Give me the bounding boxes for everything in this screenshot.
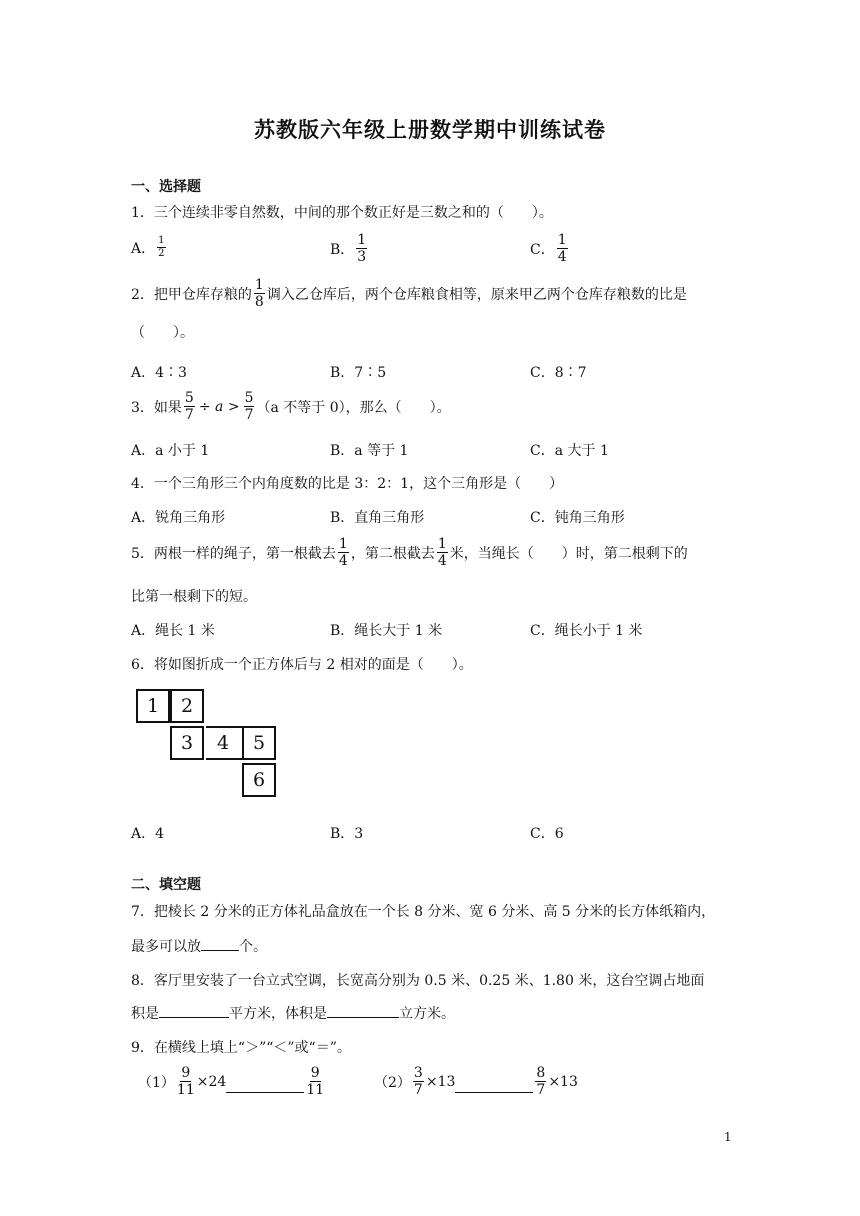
question-4-text: 4．一个三角形三个内角度数的比是 3：2：1，这个三角形是（ ） — [131, 476, 564, 492]
question-2-option-c[interactable]: C．8∶7 — [530, 365, 587, 381]
question-9-text: 9．在横线上填上“＞”“＜”或“＝”。 — [131, 1040, 351, 1056]
denominator: 11 — [176, 1082, 195, 1098]
question-4-option-b[interactable]: B．直角三角形 — [330, 510, 425, 526]
operator: ×13 — [548, 1073, 578, 1090]
denominator: 7 — [244, 407, 254, 423]
question-6-option-c[interactable]: C．6 — [530, 826, 564, 842]
cube-net-figure — [131, 689, 281, 799]
denominator: 8 — [254, 294, 264, 310]
fraction — [535, 1066, 546, 1097]
question-1-option-c[interactable] — [530, 233, 570, 264]
question-text: 积是 — [131, 1006, 159, 1022]
question-text: 平方米，体积是 — [229, 1006, 327, 1022]
denominator: 11 — [306, 1082, 325, 1098]
fraction — [338, 537, 349, 568]
question-2-line2: （ ）。 — [131, 325, 194, 341]
question-text: 调入乙仓库后，两个仓库粮食相等，原来甲乙两个仓库存粮数的比是 — [266, 286, 687, 303]
question-text: 米，当绳长（ ）时，第二根剩下的 — [449, 545, 688, 562]
denominator: 7 — [184, 407, 194, 423]
numerator: 9 — [181, 1065, 191, 1081]
numerator: 1 — [254, 277, 264, 293]
question-1-option-a[interactable] — [131, 236, 168, 259]
numerator: 1 — [338, 536, 348, 552]
question-8-line2 — [131, 1003, 455, 1023]
denominator: 7 — [413, 1082, 423, 1098]
question-text: 3．如果 — [131, 399, 182, 416]
operator: ×24 — [196, 1073, 227, 1090]
option-label: A． — [131, 240, 156, 257]
numerator: 5 — [184, 390, 194, 406]
question-7-line1: 7．把棱长 2 分米的正方体礼品盒放在一个长 8 分米、宽 6 分米、高 5 分米的长方体纸箱内， — [131, 904, 716, 920]
fraction — [184, 391, 195, 422]
operator: ÷ a > — [198, 398, 240, 415]
page-title: 苏教版六年级上册数学期中训练试卷 — [254, 118, 606, 142]
fraction — [306, 1066, 324, 1097]
denominator: 4 — [557, 249, 567, 265]
question-5-line2: 比第一根剩下的短。 — [131, 589, 257, 605]
net-cell-1: 1 — [136, 689, 170, 723]
question-3-option-b[interactable]: B．a 等于 1 — [330, 443, 409, 459]
question-text: 2．把甲仓库存粮的 — [131, 286, 252, 303]
option-label: C． — [530, 241, 555, 258]
question-9-part-1 — [138, 1066, 326, 1097]
fraction — [254, 278, 265, 309]
question-text: 5．两根一样的绳子，第一根截去 — [131, 545, 336, 562]
answer-blank[interactable] — [455, 1078, 533, 1093]
answer-blank[interactable] — [327, 1003, 399, 1018]
net-cell-3: 3 — [170, 726, 204, 760]
question-6-text: 6．将如图折成一个正方体后与 2 相对的面是（ ）。 — [131, 657, 473, 673]
fraction — [557, 233, 568, 264]
question-text: 个。 — [239, 939, 267, 955]
numerator: 8 — [536, 1065, 546, 1081]
question-6-option-b[interactable]: B．3 — [330, 826, 364, 842]
question-9-part-2 — [374, 1066, 578, 1097]
question-2-option-b[interactable]: B．7∶5 — [330, 365, 387, 381]
section-heading-choice: 一、选择题 — [131, 179, 201, 195]
denominator: 2 — [158, 248, 165, 259]
question-2-option-a[interactable]: A．4∶3 — [131, 365, 187, 381]
section-heading-fill: 二、填空题 — [131, 877, 201, 893]
fraction — [177, 1066, 195, 1097]
page-number: 1 — [724, 1130, 732, 1144]
fraction — [244, 391, 255, 422]
numerator: 1 — [357, 232, 367, 248]
numerator: 1 — [437, 536, 447, 552]
denominator: 7 — [536, 1082, 546, 1098]
question-8-line1: 8．客厅里安装了一台立式空调，长宽高分别为 0.5 米、0.25 米、1.80 米，这台空调占地面 — [131, 973, 705, 989]
question-6-option-a[interactable]: A．4 — [131, 826, 165, 842]
fraction — [413, 1066, 424, 1097]
option-label: B． — [330, 241, 355, 258]
fraction — [356, 233, 367, 264]
net-gap — [204, 726, 206, 760]
question-3-option-a[interactable]: A．a 小于 1 — [131, 443, 210, 459]
question-7-line2 — [131, 936, 267, 956]
numerator: 1 — [557, 232, 567, 248]
fraction — [157, 236, 165, 259]
question-3-text — [131, 391, 451, 422]
question-5-option-b[interactable]: B．绳长大于 1 米 — [330, 623, 443, 639]
net-cell-6: 6 — [242, 763, 276, 797]
numerator: 1 — [158, 235, 165, 246]
net-cell-5: 5 — [242, 726, 276, 760]
question-5-option-c[interactable]: C．绳长小于 1 米 — [530, 623, 643, 639]
question-3-option-c[interactable]: C．a 大于 1 — [530, 443, 609, 459]
part-label: （1） — [138, 1074, 175, 1091]
answer-blank[interactable] — [226, 1078, 304, 1093]
question-1-option-b[interactable] — [330, 233, 369, 264]
question-5-text — [131, 537, 688, 568]
question-2-text — [131, 278, 687, 309]
answer-blank[interactable] — [201, 936, 239, 951]
question-text: ，第二根截去 — [350, 545, 435, 562]
question-4-option-a[interactable]: A．锐角三角形 — [131, 510, 226, 526]
question-text: 立方米。 — [399, 1006, 455, 1022]
question-text: （a 不等于 0），那么（ ）。 — [256, 399, 451, 416]
denominator: 4 — [338, 553, 348, 569]
answer-blank[interactable] — [159, 1003, 229, 1018]
denominator: 3 — [357, 249, 367, 265]
net-cell-2: 2 — [170, 689, 204, 723]
question-text: 最多可以放 — [131, 939, 201, 955]
net-cell-4: 4 — [206, 726, 240, 760]
numerator: 9 — [310, 1065, 320, 1081]
fraction — [437, 537, 448, 568]
numerator: 5 — [244, 390, 254, 406]
question-4-option-c[interactable]: C．钝角三角形 — [530, 510, 625, 526]
question-1-text: 1．三个连续非零自然数，中间的那个数正好是三数之和的（ ）。 — [131, 205, 553, 221]
question-5-option-a[interactable]: A．绳长 1 米 — [131, 623, 215, 639]
part-label: （2） — [374, 1074, 411, 1091]
numerator: 3 — [413, 1065, 423, 1081]
denominator: 4 — [437, 553, 447, 569]
operator: ×13 — [425, 1073, 456, 1090]
